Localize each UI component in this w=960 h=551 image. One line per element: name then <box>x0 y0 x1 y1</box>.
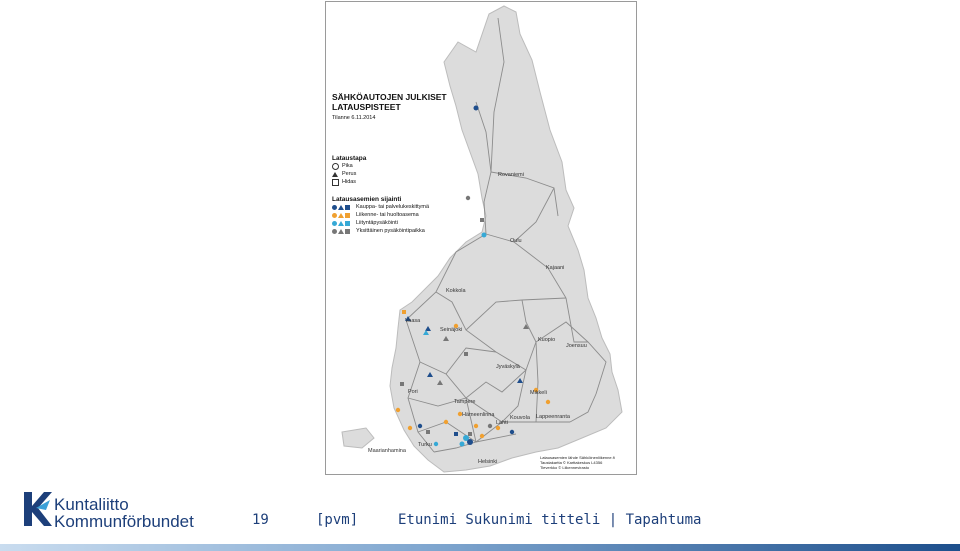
city-label: Lappeenranta <box>536 414 570 420</box>
city-label: Joensuu <box>566 343 587 349</box>
legend-location-row <box>332 211 462 219</box>
charging-point <box>496 426 500 430</box>
legend-location-row <box>332 227 462 235</box>
charging-point <box>466 196 470 200</box>
charging-point <box>444 420 448 424</box>
charging-point <box>546 400 550 404</box>
city-label: Kokkola <box>446 288 466 294</box>
legend-location-row <box>332 203 462 211</box>
charging-point <box>510 430 514 434</box>
city-label: Pori <box>408 389 418 395</box>
legend-type-title: Lataustapa <box>332 155 367 162</box>
charging-point <box>464 352 468 356</box>
city-label: Jyväskylä <box>496 364 520 370</box>
charging-point <box>482 233 487 238</box>
charging-point <box>488 424 492 428</box>
map-title-line2: LATAUSPISTEET <box>332 102 401 112</box>
map-title-line1: SÄHKÖAUTOJEN JULKISET <box>332 92 447 102</box>
legend-location-label: Yksittäinen pysäköintipaikka <box>356 228 425 234</box>
square-icon <box>332 179 339 186</box>
city-label: Kajaani <box>546 265 565 271</box>
city-label: Kouvola <box>510 415 530 421</box>
city-label: Hämeenlinna <box>462 412 495 418</box>
charging-point <box>474 106 479 111</box>
triangle-icon <box>332 172 338 177</box>
charging-point <box>460 442 465 447</box>
legend-type-label: Pika <box>342 163 353 169</box>
page-number: 19 <box>252 512 269 528</box>
city-label: Oulu <box>510 238 522 244</box>
logo-line2: Kommunförbundet <box>54 512 194 531</box>
legend-location-label: Liikenne- tai huoltoasema <box>356 212 419 218</box>
legend-location-label: Liityntäpysäköinti <box>356 220 398 226</box>
legend-type-row <box>332 178 462 186</box>
legend-type-label: Perus <box>342 171 357 177</box>
charging-point <box>418 424 422 428</box>
charging-point <box>408 426 412 430</box>
footer-bar <box>0 544 960 551</box>
charging-point <box>400 382 404 386</box>
date-placeholder: [pvm] <box>316 512 359 528</box>
city-label: Seinäjoki <box>440 327 463 333</box>
charging-map <box>325 1 637 475</box>
legend-type-label: Hidas <box>342 179 357 185</box>
legend-location-label: Kauppa- tai palvelukeskittymä <box>356 204 430 210</box>
city-label: Vaasa <box>405 318 421 324</box>
finland-map-graphic <box>326 2 636 474</box>
charging-point <box>467 439 473 445</box>
logo-line1: Kuntaliitto <box>54 495 129 514</box>
legend-location-row <box>332 219 462 227</box>
source-line: Latausasemien lähde Sähköinenliikenne.fi <box>540 455 615 460</box>
source-line: Tieverkko © Liikennevirasto <box>540 465 590 470</box>
city-label: Helsinki <box>478 459 498 465</box>
charging-point <box>454 432 458 436</box>
legend-type-row <box>332 170 462 178</box>
city-label: Tampere <box>454 399 476 405</box>
legend-type-row <box>332 162 462 170</box>
source-line: Taustakartta © Karttakeskus L4356 <box>540 460 603 465</box>
charging-point <box>474 424 478 428</box>
city-label: Turku <box>418 442 432 448</box>
map-legend <box>332 92 462 235</box>
city-label: Rovaniemi <box>498 172 524 178</box>
circle-icon <box>332 163 339 170</box>
city-label: Lahti <box>496 420 508 426</box>
charging-point <box>480 434 484 438</box>
city-label: Kuopio <box>538 337 556 343</box>
city-label: Maarianhamina <box>368 448 406 454</box>
aland-islands <box>342 428 374 448</box>
charging-point <box>396 408 400 412</box>
charging-point <box>426 430 430 434</box>
charging-point <box>434 442 438 446</box>
charging-point <box>402 310 406 314</box>
charging-point <box>468 432 472 436</box>
city-label: Mikkeli <box>530 390 547 396</box>
charging-point <box>480 218 484 222</box>
author-title: Etunimi Sukunimi titteli | Tapahtuma <box>398 512 702 528</box>
legend-location-title: Latausasemien sijainti <box>332 196 402 203</box>
map-date: Tilanne 6.11.2014 <box>332 115 376 121</box>
map-source <box>540 455 615 470</box>
